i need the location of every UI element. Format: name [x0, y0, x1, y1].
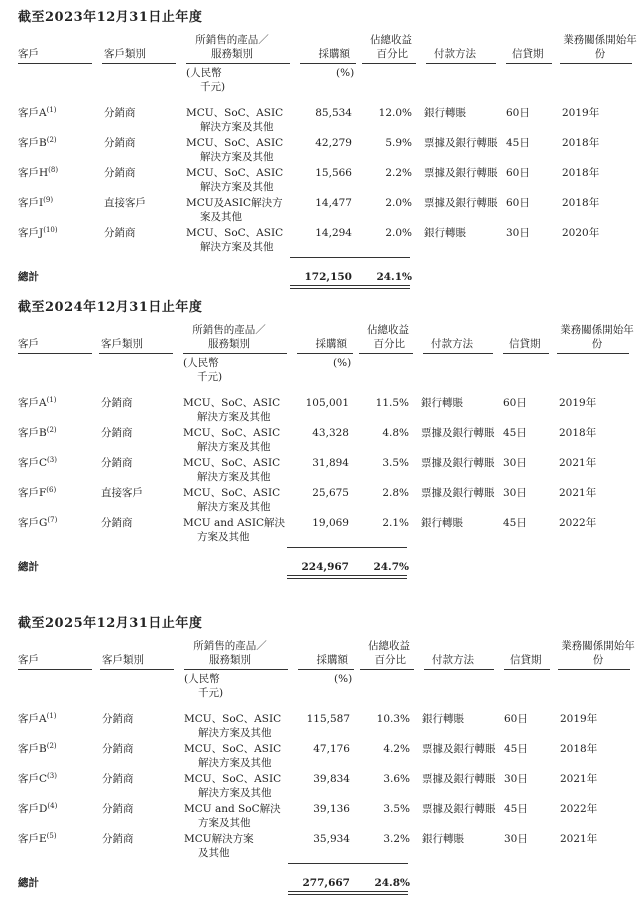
header-rule [297, 353, 353, 354]
footnote-marker: (9) [43, 196, 54, 204]
subtotal-rule [353, 547, 407, 548]
header-rule [506, 63, 552, 64]
relationship-since: 2022年 [560, 803, 598, 815]
payment-method: 銀行轉賬 [424, 107, 466, 119]
header-rule [184, 669, 288, 670]
purchase-amount: 25,675 [312, 487, 349, 499]
credit-period: 30日 [506, 227, 530, 239]
relationship-since: 2018年 [562, 197, 600, 209]
customer-label: 客戶C [18, 773, 48, 785]
product-line2: 解決方案及其他 [200, 241, 274, 253]
customer-label: 客戶C [18, 457, 48, 469]
footnote-marker: (1) [46, 106, 57, 114]
credit-period: 30日 [504, 833, 528, 845]
year-section [0, 6, 640, 296]
credit-period: 45日 [504, 803, 528, 815]
unit-pct: (%) [336, 67, 355, 79]
header-pct: 佔總收益 [368, 640, 410, 652]
relationship-since: 2018年 [560, 743, 598, 755]
revenue-pct: 3.2% [383, 833, 410, 845]
customer-type: 分銷商 [101, 457, 133, 469]
customer-name [18, 227, 58, 240]
section-title: 截至2024年12月31日止年度 [18, 300, 203, 315]
credit-period: 30日 [503, 487, 527, 499]
total-double-rule [356, 285, 410, 289]
header-credit: 信貸期 [509, 338, 541, 350]
customer-name [18, 107, 57, 120]
header-payment: 付款方法 [432, 654, 474, 666]
unit-rmb: (人民幣 [186, 67, 222, 79]
subtotal-rule [290, 257, 356, 258]
header-rule [423, 353, 493, 354]
revenue-pct: 3.5% [382, 457, 409, 469]
revenue-pct: 11.5% [375, 397, 409, 409]
header-rule [18, 63, 92, 64]
revenue-pct: 5.9% [385, 137, 412, 149]
header-product-line2: 服務類別 [209, 654, 251, 666]
customer-label: 客戶A [18, 397, 47, 409]
revenue-pct: 12.0% [378, 107, 412, 119]
relationship-since: 2018年 [562, 137, 600, 149]
customer-type: 分銷商 [101, 517, 133, 529]
header-rule [298, 669, 354, 670]
product-line2: 方案及其他 [198, 817, 251, 829]
header-credit: 信貸期 [510, 654, 542, 666]
header-rule [300, 63, 356, 64]
header-purchase: 採購額 [318, 48, 350, 60]
footnote-marker: (2) [46, 136, 57, 144]
customer-name [18, 517, 57, 530]
total-label: 總計 [18, 271, 39, 283]
header-customer: 客戶 [18, 338, 39, 350]
header-pct: 佔總收益 [367, 324, 409, 336]
footnote-marker: (8) [48, 166, 59, 174]
header-rule [18, 353, 92, 354]
product-line2: 案及其他 [200, 211, 242, 223]
customer-name [18, 713, 57, 726]
header-customer: 客戶 [18, 654, 39, 666]
header-customer-type: 客戶類別 [101, 338, 143, 350]
purchase-amount: 19,069 [312, 517, 349, 529]
product-line1: MCU、SoC、ASIC [183, 457, 281, 469]
subtotal-rule [354, 863, 408, 864]
header-since-line2: 份 [591, 338, 603, 350]
product-line1: MCU and ASIC解決 [183, 517, 286, 529]
purchase-amount: 39,834 [313, 773, 350, 785]
revenue-pct: 2.1% [382, 517, 409, 529]
customer-label: 客戶G [18, 517, 48, 529]
customer-type: 分銷商 [101, 397, 133, 409]
header-rule [560, 63, 632, 64]
header-payment: 付款方法 [434, 48, 476, 60]
footnote-marker: (10) [43, 226, 58, 234]
subtotal-rule [288, 863, 354, 864]
product-line1: MCU及ASIC解決方 [186, 197, 283, 209]
payment-method: 銀行轉賬 [424, 227, 466, 239]
customer-type: 直接客戶 [101, 487, 143, 499]
header-since: 業務關係開始年 [561, 640, 635, 652]
purchase-amount: 105,001 [305, 397, 349, 409]
header-since: 業務關係開始年 [560, 324, 634, 336]
customer-type: 分銷商 [104, 167, 136, 179]
header-rule [183, 353, 287, 354]
revenue-pct: 4.8% [382, 427, 409, 439]
relationship-since: 2021年 [560, 833, 598, 845]
section-title: 截至2023年12月31日止年度 [18, 10, 203, 25]
header-pct-line2: 百分比 [376, 48, 408, 60]
customer-name [18, 167, 58, 180]
payment-method: 票據及銀行轉賬 [421, 457, 495, 469]
header-product-line2: 服務類別 [211, 48, 253, 60]
header-rule [503, 353, 549, 354]
customer-label: 客戶B [18, 743, 47, 755]
header-rule [360, 669, 414, 670]
header-customer-type: 客戶類別 [102, 654, 144, 666]
payment-method: 銀行轉賬 [422, 833, 464, 845]
product-line2: 解決方案及其他 [198, 727, 272, 739]
credit-period: 60日 [506, 107, 530, 119]
footnote-marker: (1) [46, 396, 57, 404]
header-rule [186, 63, 290, 64]
subtotal-rule [356, 257, 410, 258]
footnote-marker: (7) [47, 516, 58, 524]
customer-type: 分銷商 [101, 427, 133, 439]
customer-name [18, 833, 57, 846]
payment-method: 票據及銀行轉賬 [424, 167, 498, 179]
purchase-amount: 14,294 [315, 227, 352, 239]
customer-label: 客戶J [18, 227, 44, 239]
unit-rmb-line2: 千元) [198, 687, 224, 699]
credit-period: 45日 [506, 137, 530, 149]
unit-rmb-line2: 千元) [200, 81, 226, 93]
header-since-line2: 份 [592, 654, 604, 666]
credit-period: 60日 [503, 397, 527, 409]
payment-method: 票據及銀行轉賬 [424, 137, 498, 149]
customer-type: 分銷商 [102, 743, 134, 755]
total-double-rule [287, 575, 353, 579]
product-line2: 解決方案及其他 [200, 151, 274, 163]
customer-name [18, 743, 57, 756]
header-product: 所銷售的產品／ [193, 640, 267, 652]
unit-pct: (%) [334, 673, 353, 685]
product-line1: MCU解決方案 [184, 833, 254, 845]
year-section [0, 612, 640, 902]
header-rule [362, 63, 416, 64]
customer-name [18, 457, 57, 470]
revenue-pct: 4.2% [383, 743, 410, 755]
total-label: 總計 [18, 877, 39, 889]
unit-rmb: (人民幣 [184, 673, 220, 685]
product-line1: MCU、SoC、ASIC [184, 743, 282, 755]
header-product-line2: 服務類別 [208, 338, 250, 350]
relationship-since: 2021年 [560, 773, 598, 785]
customer-type: 分銷商 [104, 137, 136, 149]
header-rule [426, 63, 496, 64]
purchase-amount: 39,136 [313, 803, 350, 815]
section-title: 截至2025年12月31日止年度 [18, 616, 203, 631]
payment-method: 票據及銀行轉賬 [422, 743, 496, 755]
total-pct: 24.8% [374, 877, 410, 889]
footnote-marker: (4) [47, 802, 58, 810]
header-purchase: 採購額 [315, 338, 347, 350]
customer-name [18, 773, 57, 786]
header-credit: 信貸期 [512, 48, 544, 60]
customer-name [18, 397, 57, 410]
customer-type: 分銷商 [102, 773, 134, 785]
customer-label: 客戶D [18, 803, 48, 815]
credit-period: 45日 [503, 427, 527, 439]
product-line2: 解決方案及其他 [198, 757, 272, 769]
customer-label: 客戶F [18, 487, 47, 499]
purchase-amount: 15,566 [315, 167, 352, 179]
customer-type: 分銷商 [102, 713, 134, 725]
payment-method: 票據及銀行轉賬 [422, 803, 496, 815]
customer-name [18, 197, 53, 210]
customer-name [18, 803, 57, 816]
product-line1: MCU、SoC、ASIC [186, 107, 284, 119]
total-pct: 24.1% [376, 271, 412, 283]
purchase-amount: 35,934 [313, 833, 350, 845]
purchase-amount: 47,176 [313, 743, 350, 755]
total-label: 總計 [18, 561, 39, 573]
header-pct-line2: 百分比 [373, 338, 405, 350]
header-rule [102, 63, 176, 64]
revenue-pct: 2.0% [385, 227, 412, 239]
product-line2: 解決方案及其他 [197, 471, 271, 483]
purchase-amount: 42,279 [315, 137, 352, 149]
header-rule [504, 669, 550, 670]
subtotal-rule [287, 547, 353, 548]
total-double-rule [354, 891, 408, 895]
purchase-amount: 115,587 [306, 713, 350, 725]
header-rule [359, 353, 413, 354]
footnote-marker: (3) [47, 456, 57, 464]
header-since: 業務關係開始年 [563, 34, 637, 46]
payment-method: 票據及銀行轉賬 [421, 427, 495, 439]
product-line1: MCU、SoC、ASIC [183, 427, 281, 439]
purchase-amount: 43,328 [312, 427, 349, 439]
header-rule [100, 669, 174, 670]
revenue-pct: 3.5% [383, 803, 410, 815]
header-rule [558, 669, 630, 670]
header-payment: 付款方法 [431, 338, 473, 350]
customer-type: 分銷商 [102, 833, 134, 845]
footnote-marker: (6) [46, 486, 57, 494]
total-purchase: 224,967 [301, 561, 349, 573]
header-product: 所銷售的產品／ [192, 324, 266, 336]
revenue-pct: 2.2% [385, 167, 412, 179]
relationship-since: 2021年 [559, 457, 597, 469]
product-line1: MCU、SoC、ASIC [186, 227, 284, 239]
footnote-marker: (2) [46, 426, 57, 434]
payment-method: 銀行轉賬 [422, 713, 464, 725]
customer-type: 分銷商 [104, 107, 136, 119]
unit-rmb: (人民幣 [183, 357, 219, 369]
payment-method: 票據及銀行轉賬 [421, 487, 495, 499]
customer-label: 客戶B [18, 427, 47, 439]
total-double-rule [290, 285, 356, 289]
footnote-marker: (1) [46, 712, 57, 720]
customer-label: 客戶I [18, 197, 44, 209]
product-line2: 解決方案及其他 [200, 121, 274, 133]
product-line2: 解決方案及其他 [197, 441, 271, 453]
customer-name [18, 137, 57, 150]
product-line2: 解決方案及其他 [198, 787, 272, 799]
header-purchase: 採購額 [316, 654, 348, 666]
credit-period: 60日 [504, 713, 528, 725]
total-purchase: 172,150 [304, 271, 352, 283]
header-since-line2: 份 [594, 48, 606, 60]
total-pct: 24.7% [373, 561, 409, 573]
footnote-marker: (3) [47, 772, 57, 780]
product-line2: 解決方案及其他 [200, 181, 274, 193]
customer-label: 客戶H [18, 167, 49, 179]
relationship-since: 2020年 [562, 227, 600, 239]
product-line2: 及其他 [198, 847, 230, 859]
customer-label: 客戶A [18, 713, 47, 725]
total-double-rule [353, 575, 407, 579]
relationship-since: 2019年 [560, 713, 598, 725]
customer-label: 客戶B [18, 137, 47, 149]
customer-type: 分銷商 [102, 803, 134, 815]
relationship-since: 2021年 [559, 487, 597, 499]
product-line1: MCU、SoC、ASIC [183, 487, 281, 499]
total-purchase: 277,667 [302, 877, 350, 889]
revenue-pct: 2.8% [382, 487, 409, 499]
unit-rmb-line2: 千元) [197, 371, 223, 383]
customer-label: 客戶A [18, 107, 47, 119]
payment-method: 銀行轉賬 [421, 517, 463, 529]
product-line1: MCU and SoC解決 [184, 803, 281, 815]
relationship-since: 2022年 [559, 517, 597, 529]
header-customer-type: 客戶類別 [104, 48, 146, 60]
relationship-since: 2018年 [562, 167, 600, 179]
header-product: 所銷售的產品／ [195, 34, 269, 46]
customer-name [18, 487, 56, 500]
product-line2: 解決方案及其他 [197, 411, 271, 423]
header-rule [18, 669, 92, 670]
credit-period: 60日 [506, 167, 530, 179]
relationship-since: 2019年 [562, 107, 600, 119]
credit-period: 30日 [504, 773, 528, 785]
product-line2: 方案及其他 [197, 531, 250, 543]
revenue-pct: 2.0% [385, 197, 412, 209]
payment-method: 票據及銀行轉賬 [424, 197, 498, 209]
total-double-rule [288, 891, 354, 895]
header-rule [557, 353, 629, 354]
product-line1: MCU、SoC、ASIC [184, 773, 282, 785]
revenue-pct: 3.6% [383, 773, 410, 785]
customer-type: 直接客戶 [104, 197, 146, 209]
header-rule [424, 669, 494, 670]
header-rule [99, 353, 173, 354]
year-section [0, 296, 640, 586]
unit-pct: (%) [333, 357, 352, 369]
customer-type: 分銷商 [104, 227, 136, 239]
product-line1: MCU、SoC、ASIC [186, 137, 284, 149]
header-customer: 客戶 [18, 48, 39, 60]
credit-period: 60日 [506, 197, 530, 209]
revenue-pct: 10.3% [376, 713, 410, 725]
product-line1: MCU、SoC、ASIC [183, 397, 281, 409]
footnote-marker: (2) [46, 742, 57, 750]
product-line1: MCU、SoC、ASIC [186, 167, 284, 179]
product-line1: MCU、SoC、ASIC [184, 713, 282, 725]
product-line2: 解決方案及其他 [197, 501, 271, 513]
relationship-since: 2019年 [559, 397, 597, 409]
customer-label: 客戶E [18, 833, 47, 845]
customer-name [18, 427, 57, 440]
purchase-amount: 31,894 [312, 457, 349, 469]
purchase-amount: 85,534 [315, 107, 352, 119]
header-pct-line2: 百分比 [374, 654, 406, 666]
header-pct: 佔總收益 [370, 34, 412, 46]
footnote-marker: (5) [46, 832, 57, 840]
credit-period: 30日 [503, 457, 527, 469]
relationship-since: 2018年 [559, 427, 597, 439]
payment-method: 銀行轉賬 [421, 397, 463, 409]
credit-period: 45日 [504, 743, 528, 755]
purchase-amount: 14,477 [315, 197, 352, 209]
payment-method: 票據及銀行轉賬 [422, 773, 496, 785]
credit-period: 45日 [503, 517, 527, 529]
